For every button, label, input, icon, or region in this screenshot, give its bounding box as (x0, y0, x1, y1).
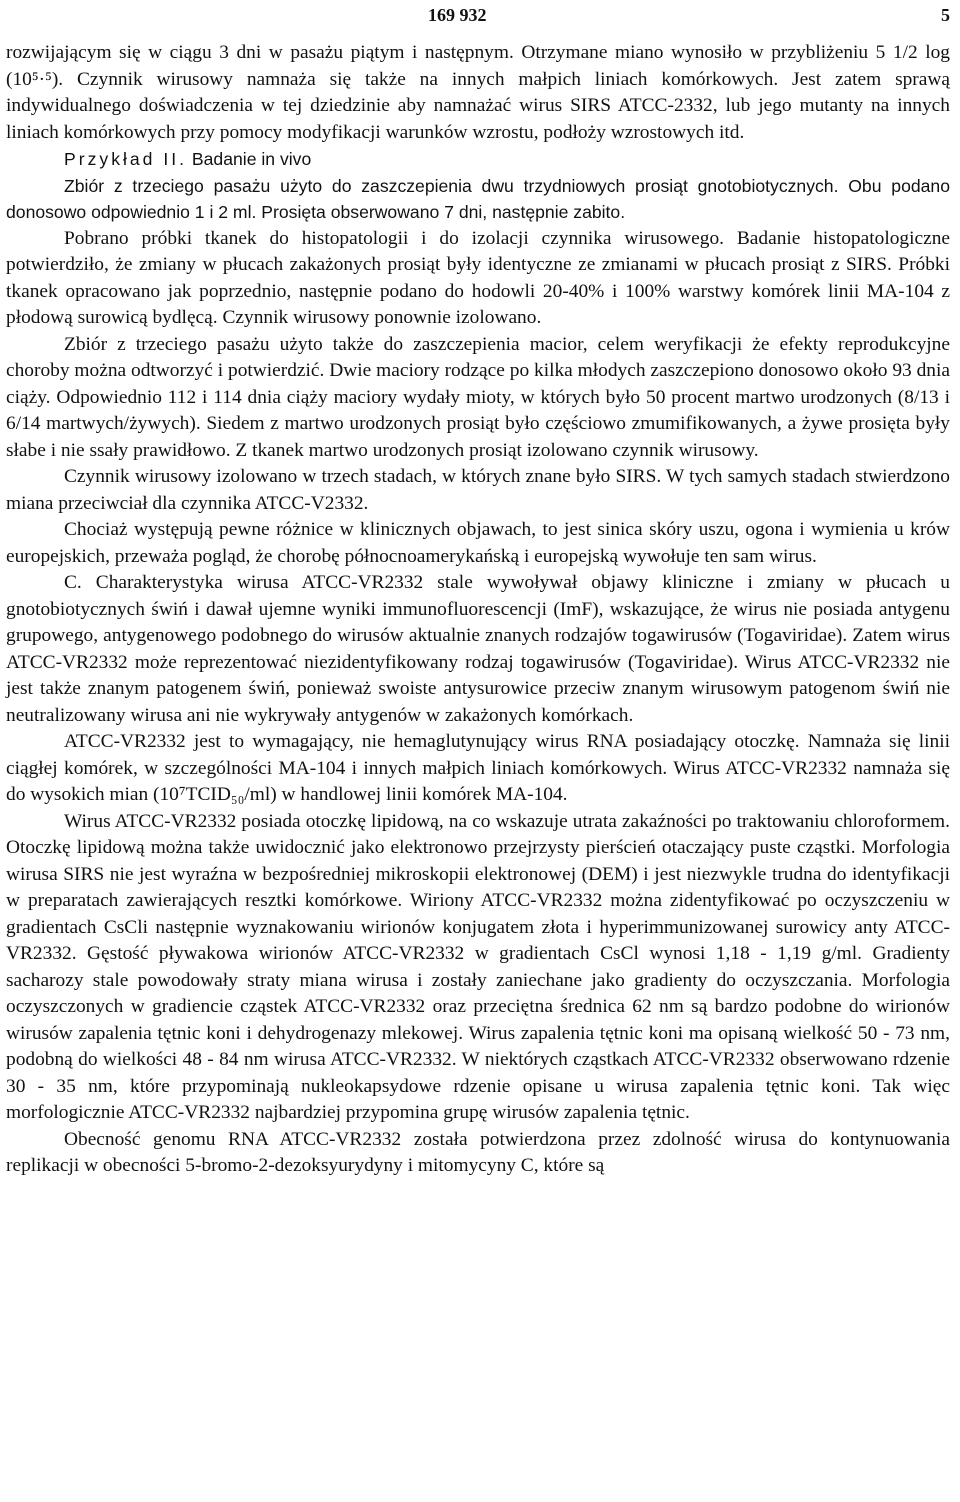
paragraph-10: Obecność genomu RNA ATCC-VR2332 została potwierdzona przez zdolność wirusa do kontynuowania replikacji w obecności 5-bromo-2-dezoksyurydyny i mitomycyny C, które są (6, 1128, 950, 1176)
paragraph-7: C. Charakterystyka wirusa ATCC-VR2332 stale wywoływał objawy kliniczne i zmiany w płucach u gnotobiotycznych świń i dawał ujemne wyniki immunofluorescencji (ImF), wskazujące, że wirus nie posiada antygenu grupowego, antygenowego podobnego do wirusów aktualnie znanych rodzajów togawirusów (Togaviridae). Zatem wirus ATCC-VR2332 może reprezentować niezidentyfikowany rodzaj togawirusów (Togaviridae). Wirus ATCC-VR2332 nie jest także znanym patogenem świń, ponieważ swoiste antysurowice przeciw znanym wirusowym patogenom świń nie neutralizowany wirusa ani nie wykrywały antygenów w zakażonych komórkach. (6, 572, 950, 726)
paragraph-1: rozwijającym się w ciągu 3 dni w pasażu piątym i następnym. Otrzymane miano wynosiło w przybliżeniu 5 1/2 log (10⁵·⁵). Czynnik wirusowy namnaża się także na innych małpich liniach komórkowych. Jest zatem sprawą indywidualnego doświadczenia w tej dziedzinie aby namnażać wirus SIRS ATCC-2332, lub jego mutanty na innych liniach komórkowych przy pomocy modyfikacji warunków wzrostu, podłoży wzrostowych itd. (6, 42, 950, 143)
example-heading: Przykład II. (64, 149, 188, 169)
paragraph-3: Pobrano próbki tkanek do histopatologii i do izolacji czynnika wirusowego. Badanie histopatologiczne potwierdziło, że zmiany w płucach zakażonych prosiąt były identyczne ze zmianami w płucach prosiąt z SIRS. Próbki tkanek opracowano jak poprzednio, następnie podano do hodowli 20-40% i 100% warstwy komórek linii MA-104 z płodową surowicą bydlęcą. Czynnik wirusowy ponownie izolowano. (6, 227, 950, 328)
page-header (6, 0, 950, 40)
document-page (6, 0, 950, 1502)
page-number: 5 (941, 5, 950, 25)
example-heading-line (6, 146, 950, 173)
paragraph-8: ATCC-VR2332 jest to wymagający, nie hemaglutynujący wirus RNA posiadający otoczkę. Namnaża się linii ciągłej komórek, w szczególności MA-104 i innych małpich liniach komórkowych. Wirus ATCC-VR2332 namnaża się do wysokich mian (10⁷TCID₅₀/ml) w handlowej linii komórek MA-104. (6, 731, 950, 805)
paragraph-5: Czynnik wirusowy izolowano w trzech stadach, w których znane było SIRS. W tych samych stadach stwierdzono miana przeciwciał dla czynnika ATCC-V2332. (6, 466, 950, 514)
paragraph-2: Zbiór z trzeciego pasażu użyto do zaszczepienia dwu trzydniowych prosiąt gnotobiotycznych. Obu podano donosowo odpowiednio 1 i 2 ml. Prosięta obserwowano 7 dni, następnie zabito. (6, 175, 950, 222)
example-subtitle: Badanie in vivo (191, 149, 312, 169)
paragraph-9: Wirus ATCC-VR2332 posiada otoczkę lipidową, na co wskazuje utrata zakaźności po traktowaniu chloroformem. Otoczkę lipidową można także uwidocznić jako elektronowo przejrzysty pierścień otaczający puste cząstki. Morfologia wirusa SIRS nie jest wyraźna w bezpośredniej mikroskopii elektronowej (DEM) i jest niezwykle trudna do identyfikacji w preparatach zawierających resztki komórkowe. Wiriony ATCC-VR2332 można zidentyfikować po oczyszczeniu w gradientach CsCli następnie wyznakowaniu wirionów konjugatem złota i hyperimmunizowanej surowicy anty ATCC-VR2332. Gęstość pływakowa wirionów ATCC-VR2332 w gradientach CsCl wynosi 1,18 - 1,19 g/ml. Gradienty sacharozy stale powodowały straty miana wirusa i zostały zaniechane jako gradienty do oczyszczania. Morfologia oczyszczonych w gradiencie cząstek ATCC-VR2332 oraz przeciętna średnica 62 nm są bardzo podobne do wirionów wirusów zapalenia tętnic koni i dehydrogenazy mlekowej. Wirus zapalenia tętnic koni ma opisaną wielkość 50 - 73 nm, podobną do wielkości 48 - 84 nm wirusa ATCC-VR2332. W niektórych cząstkach ATCC-VR2332 obserwowano rdzenie 30 - 35 nm, które przypominają nukleokapsydowe rdzenie opisane u wirusa zapalenia tętnic koni. Tak więc morfologicznie ATCC-VR2332 najbardziej przypomina grupę wirusów zapalenia tętnic. (6, 810, 950, 1123)
paragraph-4: Zbiór z trzeciego pasażu użyto także do zaszczepienia macior, celem weryfikacji że efekty reprodukcyjne choroby można odtworzyć i potwierdzić. Dwie maciory rodzące po kilka młodych zaszczepiono donosowo około 93 dnia ciąży. Odpowiednio 112 i 114 dnia ciąży maciory wydały mioty, w których było 50 procent martwo urodzonych (8/13 i 6/14 martwych/żywych). Siedem z martwo urodzonych prosiąt było częściowo zmumifikowanych, a żywe prosięta były słabe i nie ssały prawidłowo. Z tkanek martwo urodzonych prosiąt izolowano czynnik wirusowy. (6, 333, 950, 461)
body-text (6, 40, 950, 1180)
paragraph-6: Chociaż występują pewne różnice w klinicznych objawach, to jest sinica skóry uszu, ogona i wymienia u krów europejskich, przeważa pogląd, że chorobę północnoamerykańską i europejską wywołuje ten sam wirus. (6, 519, 950, 567)
patent-number: 169 932 (428, 5, 487, 25)
